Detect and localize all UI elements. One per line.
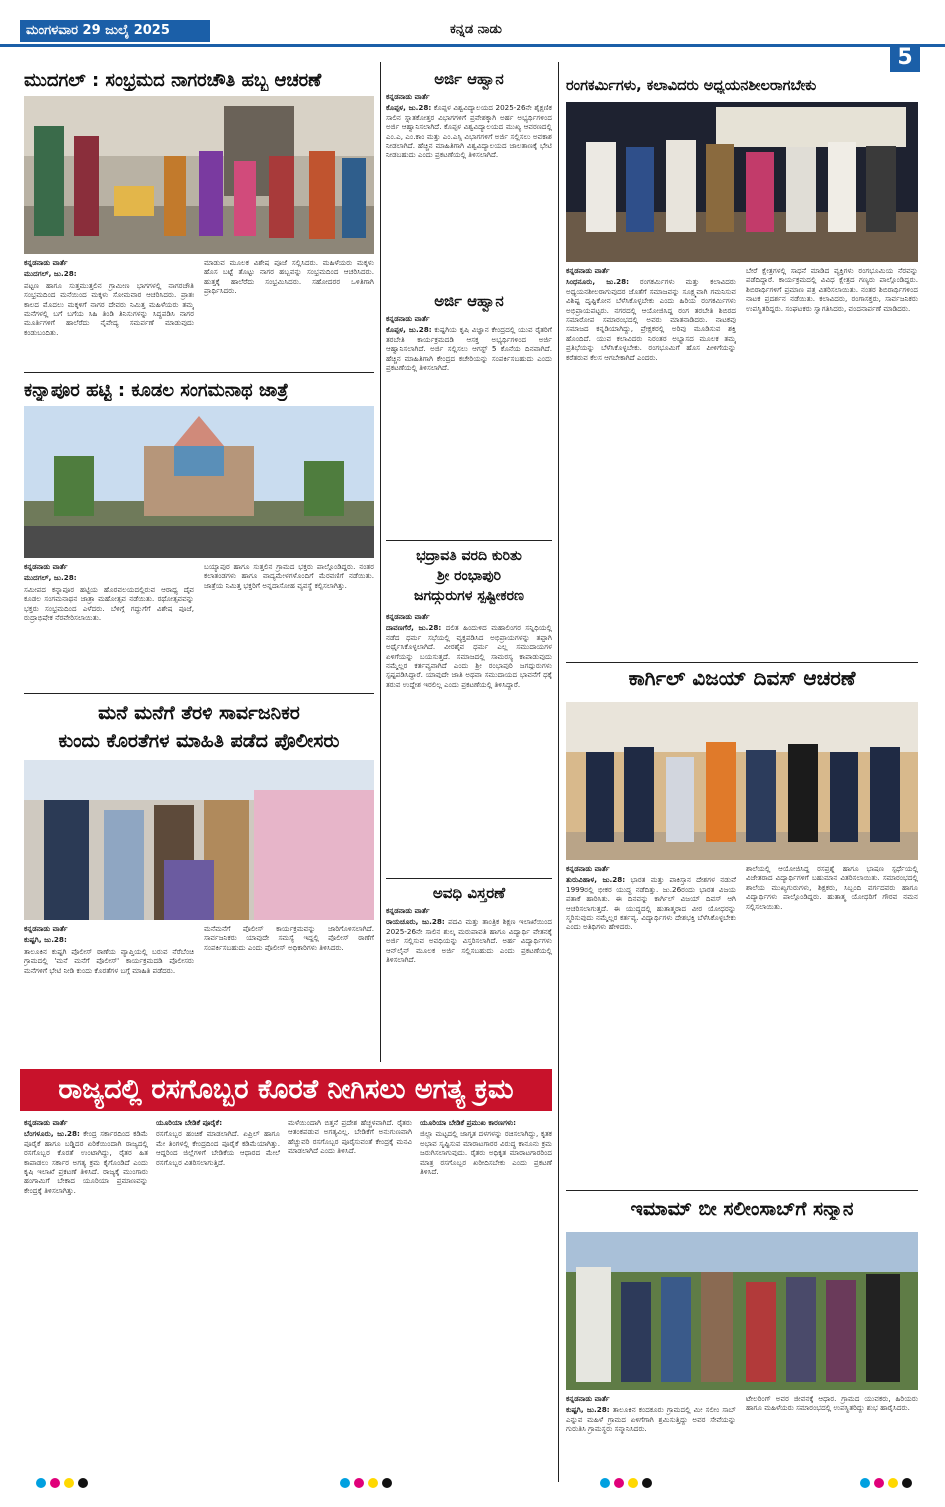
dateline: ಕನ್ನಡನಾಡು ವಾರ್ತೆ bbox=[386, 612, 430, 621]
body-text: ಜಿಲ್ಲಾ ಮಟ್ಟದಲ್ಲಿ ಜಾಗೃತ ದಳಗಳನ್ನು ರಚಿಸಲಾಗಿದ್ದು, ಕೃತಕ ಅಭಾವ ಸೃಷ್ಟಿಸುವ ಮಾರಾಟಗಾರರ ವಿರುದ್ಧ ಕಾನೂನು ಕ್ರಮ ಜರುಗಿಸಲಾಗುವುದು. ರೈತರು ಅಧಿಕೃತ ಮಾರಾಟಗಾರರಿಂದ ಮಾತ್ರ ರಸಗೊಬ್ಬರ ಖರೀದಿಸಬೇಕು ಎಂದು ಪ್ರಕಟಣೆ ತಿಳಿಸಿದೆ. bbox=[420, 1129, 552, 1177]
headline-arji-1: ಅರ್ಜಿ ಆಹ್ವಾನ bbox=[434, 70, 504, 88]
place-date: ಕುಷ್ಟಗಿ, ಜು.28: bbox=[566, 1405, 610, 1415]
kargil-col1 bbox=[566, 864, 736, 1186]
divider bbox=[566, 1190, 918, 1191]
place-date: ಕೊಪ್ಪಳ, ಜು.28: bbox=[386, 103, 432, 113]
body-text: ಮಳೆಯಿಂದಾಗಿ ಬಿತ್ತನೆ ಪ್ರದೇಶ ಹೆಚ್ಚಳವಾಗಿದೆ. ರೈತರು ಆತಂಕಪಡುವ ಅಗತ್ಯವಿಲ್ಲ. ಬೇಡಿಕೆಗೆ ಅನುಗುಣವಾಗಿ ಹೆಚ್ಚುವರಿ ರಸಗೊಬ್ಬರ ಪೂರೈಸುವಂತೆ ಕೇಂದ್ರಕ್ಕೆ ಮನವಿ ಮಾಡಲಾಗಿದೆ ಎಂದು ತಿಳಿಸಿದೆ. bbox=[288, 1118, 412, 1156]
headline-mudagal: ಮುದಗಲ್ : ಸಂಭ್ರಮದ ನಾಗರಚೌತಿ ಹಬ್ಬ ಆಚರಣೆ bbox=[24, 70, 322, 91]
headline-bhadravati-1: ಭದ್ರಾವತಿ ವರದಿ ಕುರಿತು bbox=[416, 548, 522, 564]
photo-ranga bbox=[566, 102, 918, 262]
dateline: ಕನ್ನಡನಾಡು ವಾರ್ತೆ bbox=[24, 562, 68, 571]
police-col2 bbox=[204, 924, 374, 1059]
headline-bhadravati-3: ಜಗದ್ಗುರುಗಳ ಸ್ಪಷ್ಟೀಕರಣ bbox=[414, 588, 524, 604]
headline-kannapura: ಕನ್ನಾಪೂರ ಹಟ್ಟಿ : ಕೂಡಲ ಸಂಗಮನಾಥ ಜಾತ್ರೆ bbox=[24, 380, 289, 401]
ranga-col2 bbox=[746, 266, 918, 658]
imam-col2 bbox=[746, 1394, 918, 1470]
ranga-col1 bbox=[566, 266, 736, 658]
bhadravati-body bbox=[386, 612, 552, 874]
body-text: ಮಾಡುವ ಮೂಲಕ ವಿಶೇಷ ಪೂಜೆ ಸಲ್ಲಿಸಿದರು. ಮಹಿಳೆಯರು ಮಕ್ಕಳು ಹೊಸ ಬಟ್ಟೆ ತೊಟ್ಟು ನಾಗರ ಹಬ್ಬವನ್ನು ಸಂಭ್ರಮದಿಂದ ಆಚರಿಸಿದರು. ಹುತ್ತಕ್ಕೆ ಹಾಲೆರೆದು ಸಂಭ್ರಮಿಸಿದರು. ಸಹೋದರರ ಒಳಿತಿಗಾಗಿ ಪ್ರಾರ್ಥಿಸಿದರು. bbox=[204, 258, 374, 296]
body-text: ಕೇಂದ್ರ ಸರ್ಕಾರದಿಂದ ಕಡಿಮೆ ಪೂರೈಕೆ ಹಾಗೂ ಬಡ್ಡಿದರ ಏರಿಕೆಯಿಂದಾಗಿ ರಾಜ್ಯದಲ್ಲಿ ರಸಗೊಬ್ಬರ ಕೊರತೆ ಉಂಟಾಗಿದ್ದು, ರೈತರ ಹಿತ ಕಾಪಾಡಲು ಸರ್ಕಾರ ಅಗತ್ಯ ಕ್ರಮ ಕೈಗೊಂಡಿದೆ ಎಂದು ಕೃಷಿ ಇಲಾಖೆ ಪ್ರಕಟಣೆ ತಿಳಿಸಿದೆ. ರಾಜ್ಯಕ್ಕೆ ಮುಂಗಾರು ಹಂಗಾಮಿಗೆ ಬೇಕಾದ ಯೂರಿಯಾ ಪ್ರಮಾಣವನ್ನು ಕೇಂದ್ರಕ್ಕೆ ತಿಳಿಸಲಾಗಿತ್ತು. bbox=[24, 1129, 148, 1195]
place-date: ರಾಯಚೂರು, ಜು.28: bbox=[386, 917, 445, 927]
column-rule bbox=[558, 62, 559, 1482]
headline-police-2: ಕುಂದು ಕೊರತೆಗಳ ಮಾಹಿತಿ ಪಡೆದ ಪೊಲೀಸರು bbox=[58, 730, 340, 752]
page-header bbox=[20, 20, 882, 42]
place-date: ಮುದಗಲ್, ಜು.28: bbox=[24, 269, 77, 279]
body-text: ದಲಿತ ಹಿಂದುಳಿದ ಮಹಾಲಿಂಗರ ಸನ್ನಿಧಿಯಲ್ಲಿ ನಡೆದ ಧರ್ಮ ಸಭೆಯಲ್ಲಿ ವ್ಯಕ್ತಪಡಿಸಿದ ಅಭಿಪ್ರಾಯಗಳನ್ನು ತಪ್ಪಾಗಿ ಅರ್ಥೈಸಿಕೊಳ್ಳಲಾಗಿದೆ. ವೀರಶೈವ ಧರ್ಮ ಎಲ್ಲ ಸಮುದಾಯಗಳ ಏಳಿಗೆಯನ್ನು ಬಯಸುತ್ತದೆ. ಸಮಾಜದಲ್ಲಿ ಸಾಮರಸ್ಯ ಕಾಪಾಡುವುದು ನಮ್ಮೆಲ್ಲರ ಕರ್ತವ್ಯವಾಗಿದೆ ಎಂದು ಶ್ರೀ ರಂಭಾಪುರಿ ಜಗದ್ಗುರುಗಳು ಸ್ಪಷ್ಟಪಡಿಸಿದ್ದಾರೆ. ಯಾವುದೇ ಜಾತಿ ಅಥವಾ ಸಮುದಾಯದ ಭಾವನೆಗೆ ಧಕ್ಕೆ ತರುವ ಉದ್ದೇಶ ಇರಲಿಲ್ಲ ಎಂದು ಪ್ರಕಟಣೆಯಲ್ಲಿ ತಿಳಿಸಿದ್ದಾರೆ. bbox=[386, 623, 552, 689]
subhead: ಯೂರಿಯಾ ಬೇಡಿಕೆ ಪ್ರಮುಖ ಕಾರಣಗಳು: bbox=[420, 1118, 517, 1127]
body-text: ಭಾರತ ಮತ್ತು ಪಾಕಿಸ್ತಾನ ದೇಶಗಳ ನಡುವೆ 1999ರಲ್ಲಿ ಭೀಕರ ಯುದ್ಧ ನಡೆದಿತ್ತು. ಜು.26ರಂದು ಭಾರತ ವಿಜಯ ಪತಾಕೆ ಹಾರಿಸಿತು. ಈ ದಿನವನ್ನು ಕಾರ್ಗಿಲ್ ವಿಜಯ್ ದಿವಸ್ ಆಗಿ ಆಚರಿಸಲಾಗುತ್ತದೆ. ಈ ಯುದ್ಧದಲ್ಲಿ ಹುತಾತ್ಮರಾದ ವೀರ ಯೋಧರನ್ನು ಸ್ಮರಿಸುವುದು ನಮ್ಮೆಲ್ಲರ ಕರ್ತವ್ಯ. ವಿದ್ಯಾರ್ಥಿಗಳು ದೇಶಭಕ್ತಿ ಬೆಳೆಸಿಕೊಳ್ಳಬೇಕು ಎಂದು ಅತಿಥಿಗಳು ಹೇಳಿದರು. bbox=[566, 875, 736, 932]
place-date: ಮುದಗಲ್, ಜು.28: bbox=[24, 573, 77, 583]
mudagal-col2 bbox=[204, 258, 374, 368]
rasagobbara-col1 bbox=[24, 1118, 148, 1470]
body-text: ತಾಲೂಕಿನ ಕಂದಕೂರು ಗ್ರಾಮದಲ್ಲಿ ಮೀ ಸಲೀಂ ಸಾಬ್ ಎನ್ನುವ ಮಹಿಳೆ ಗ್ರಾಮದ ಏಳಿಗೆಗಾಗಿ ಶ್ರಮಿಸುತ್ತಿದ್ದು ಅವರ ಸೇವೆಯನ್ನು ಗುರುತಿಸಿ ಗ್ರಾಮಸ್ಥರು ಸನ್ಮಾನಿಸಿದರು. bbox=[566, 1405, 736, 1434]
divider bbox=[24, 693, 374, 694]
dateline: ಕನ್ನಡನಾಡು ವಾರ್ತೆ bbox=[386, 92, 430, 101]
masthead: ಕನ್ನಡ ನಾಡು bbox=[450, 22, 502, 37]
dateline: ಕನ್ನಡನಾಡು ವಾರ್ತೆ bbox=[566, 864, 610, 873]
dateline: ಕನ್ನಡನಾಡು ವಾರ್ತೆ bbox=[566, 1394, 610, 1403]
photo-kargil bbox=[566, 702, 918, 860]
body-text: ಪದವಿ ಮತ್ತು ತಾಂತ್ರಿಕ ಶಿಕ್ಷಣ ಇಲಾಖೆಯಿಂದ 2025-26ನೇ ಸಾಲಿನ ಶುಲ್ಕ ಮರುಪಾವತಿ ಹಾಗೂ ವಿದ್ಯಾರ್ಥಿ ವೇತನಕ್ಕೆ ಅರ್ಜಿ ಸಲ್ಲಿಸುವ ಅವಧಿಯನ್ನು ವಿಸ್ತರಿಸಲಾಗಿದೆ. ಅರ್ಹ ವಿದ್ಯಾರ್ಥಿಗಳು ಆನ್‌ಲೈನ್ ಮೂಲಕ ಅರ್ಜಿ ಸಲ್ಲಿಸಬಹುದು ಎಂದು ಪ್ರಕಟಣೆಯಲ್ಲಿ ತಿಳಿಸಲಾಗಿದೆ. bbox=[386, 917, 552, 965]
dateline: ಕನ್ನಡನಾಡು ವಾರ್ತೆ bbox=[24, 258, 68, 267]
photo-imam bbox=[566, 1232, 918, 1390]
body-text: ಶಾಲೆಯಲ್ಲಿ ಆಯೋಜಿಸಿದ್ದ ರಸಪ್ರಶ್ನೆ ಹಾಗೂ ಭಾಷಣ ಸ್ಪರ್ಧೆಯಲ್ಲಿ ವಿಜೇತರಾದ ವಿದ್ಯಾರ್ಥಿಗಳಿಗೆ ಬಹುಮಾನ ವಿತರಿಸಲಾಯಿತು. ಸಮಾರಂಭದಲ್ಲಿ ಶಾಲೆಯ ಮುಖ್ಯಗುರುಗಳು, ಶಿಕ್ಷಕರು, ಸಿಬ್ಬಂದಿ ವರ್ಗದವರು ಹಾಗೂ ವಿದ್ಯಾರ್ಥಿಗಳು ಪಾಲ್ಗೊಂಡಿದ್ದರು. ಹುತಾತ್ಮ ಯೋಧರಿಗೆ ಗೌರವ ನಮನ ಸಲ್ಲಿಸಲಾಯಿತು. bbox=[746, 864, 918, 911]
headline-arji-2: ಅರ್ಜಿ ಆಹ್ವಾನ bbox=[434, 292, 504, 310]
registration-marks-right-1 bbox=[600, 1478, 652, 1492]
dateline: ಕನ್ನಡನಾಡು ವಾರ್ತೆ bbox=[386, 906, 430, 915]
place-date: ಬೆಂಗಳೂರು, ಜು.28: bbox=[24, 1129, 80, 1139]
place-date: ಕೊಪ್ಪಳ, ಜು.28: bbox=[386, 325, 432, 335]
rasagobbara-col4 bbox=[420, 1118, 552, 1470]
headline-imam: ಇಮಾಮ್ ಬೀ ಸಲೀಂಸಾಬ್‌ಗೆ ಸನ್ಮಾನ bbox=[630, 1198, 854, 1220]
date-label: ಮಂಗಳವಾರ 29 ಜುಲೈ 2025 bbox=[20, 20, 210, 42]
place-date: ತುರುವಿಹಾಳ, ಜು.28: bbox=[566, 875, 626, 885]
headline-ranga: ರಂಗಕರ್ಮಿಗಳು, ಕಲಾವಿದರು ಅಧ್ಯಯನಶೀಲರಾಗಬೇಕು bbox=[566, 78, 817, 94]
divider bbox=[566, 662, 918, 663]
arji2-body bbox=[386, 314, 552, 536]
body-text: ಟೇಲರಿಂಗ್ ಅವರ ಜೀವನಕ್ಕೆ ಆಧಾರ. ಗ್ರಾಮದ ಯುವಕರು, ಹಿರಿಯರು ಹಾಗೂ ಮಹಿಳೆಯರು ಸಮಾರಂಭದಲ್ಲಿ ಉಪಸ್ಥಿತರಿದ್ದು ಶುಭ ಹಾರೈಸಿದರು. bbox=[746, 1394, 918, 1413]
headline-bhadravati-2: ಶ್ರೀ ರಂಭಾಪುರಿ bbox=[436, 568, 502, 584]
photo-police bbox=[24, 760, 374, 920]
body-text: ರಂಗಕರ್ಮಿಗಳು ಮತ್ತು ಕಲಾವಿದರು ಅಧ್ಯಯನಶೀಲರಾಗುವುದರ ಜೊತೆಗೆ ಸಮಾಜವನ್ನು ಸೂಕ್ಷ್ಮವಾಗಿ ಗಮನಿಸುವ ವಿಶಿಷ್ಟ ದೃಷ್ಟಿಕೋನ ಬೆಳೆಸಿಕೊಳ್ಳಬೇಕು ಎಂದು ಹಿರಿಯ ರಂಗಕರ್ಮಿಗಳು ಅಭಿಪ್ರಾಯಪಟ್ಟರು. ನಗರದಲ್ಲಿ ಆಯೋಜಿಸಿದ್ದ ರಂಗ ತರಬೇತಿ ಶಿಬಿರದ ಸಮಾರೋಪ ಸಮಾರಂಭದಲ್ಲಿ ಅವರು ಮಾತನಾಡಿದರು. ನಾಟಕವು ಸಮಾಜದ ಕನ್ನಡಿಯಾಗಿದ್ದು, ಪ್ರೇಕ್ಷಕರಲ್ಲಿ ಅರಿವು ಮೂಡಿಸುವ ಶಕ್ತಿ ಹೊಂದಿದೆ. ಯುವ ಕಲಾವಿದರು ನಿರಂತರ ಅಭ್ಯಾಸದ ಮೂಲಕ ತಮ್ಮ ಪ್ರತಿಭೆಯನ್ನು ಬೆಳೆಸಿಕೊಳ್ಳಬೇಕು. ರಂಗಭೂಮಿಗೆ ಹೊಸ ಪೀಳಿಗೆಯನ್ನು ಕರೆತರುವ ಕೆಲಸ ಆಗಬೇಕಾಗಿದೆ ಎಂದರು. bbox=[566, 277, 736, 362]
place-date: ದಾವಣಗೆರೆ, ಜು.28: bbox=[386, 623, 442, 633]
headline-kargil: ಕಾರ್ಗಿಲ್ ವಿಜಯ್ ದಿವಸ್ ಆಚರಣೆ bbox=[628, 666, 856, 690]
rasagobbara-col3 bbox=[288, 1118, 412, 1470]
headline-police-1: ಮನೆ ಮನೆಗೆ ತೆರಳಿ ಸಾರ್ವಜನಿಕರ bbox=[98, 702, 300, 724]
mudagal-col1 bbox=[24, 258, 194, 368]
photo-temple bbox=[24, 406, 374, 558]
divider bbox=[386, 878, 552, 879]
body-text: ಬಯ್ಯಾಪುರ ಹಾಗೂ ಸುತ್ತಲಿನ ಗ್ರಾಮದ ಭಕ್ತರು ಪಾಲ್ಗೊಂಡಿದ್ದರು. ನಂತರ ಕಲಾತಂಡಗಳು ಹಾಗೂ ವಾದ್ಯಮೇಳಗಳೊಂದಿಗೆ ಮೆರವಣಿಗೆ ನಡೆಯಿತು. ಜಾತ್ರೆಯ ನಿಮಿತ್ತ ಭಕ್ತರಿಗೆ ಅನ್ನದಾಸೋಹ ವ್ಯವಸ್ಥೆ ಕಲ್ಪಿಸಲಾಗಿತ್ತು. bbox=[204, 562, 374, 590]
registration-marks-right-2 bbox=[860, 1478, 912, 1492]
dateline: ಕನ್ನಡನಾಡು ವಾರ್ತೆ bbox=[566, 266, 610, 275]
dateline: ಕನ್ನಡನಾಡು ವಾರ್ತೆ bbox=[386, 314, 430, 323]
photo-nagara-chauti bbox=[24, 96, 374, 254]
column-rule bbox=[380, 62, 381, 1062]
body-text: ಬೇರೆ ಕ್ಷೇತ್ರಗಳಲ್ಲಿ ಸಾಧನೆ ಮಾಡಿದ ವ್ಯಕ್ತಿಗಳು ರಂಗಭೂಮಿಯ ನೆರವನ್ನು ಪಡೆದಿದ್ದಾರೆ. ಕಾರ್ಯಕ್ರಮದಲ್ಲಿ ವಿವಿಧ ಕ್ಷೇತ್ರದ ಗಣ್ಯರು ಪಾಲ್ಗೊಂಡಿದ್ದರು. ಶಿಬಿರಾರ್ಥಿಗಳಿಗೆ ಪ್ರಮಾಣ ಪತ್ರ ವಿತರಿಸಲಾಯಿತು. ನಂತರ ಶಿಬಿರಾರ್ಥಿಗಳಿಂದ ನಾಟಕ ಪ್ರದರ್ಶನ ನಡೆಯಿತು. ಕಲಾವಿದರು, ರಂಗಾಸಕ್ತರು, ಸಾರ್ವಜನಿಕರು ಉಪಸ್ಥಿತರಿದ್ದರು. ಸಂಘಟಕರು ಸ್ವಾಗತಿಸಿದರು, ವಂದನಾರ್ಪಣೆ ಮಾಡಿದರು. bbox=[746, 266, 918, 313]
dateline: ಕನ್ನಡನಾಡು ವಾರ್ತೆ bbox=[24, 924, 68, 933]
rasagobbara-col2 bbox=[156, 1118, 280, 1470]
dateline: ಕನ್ನಡನಾಡು ವಾರ್ತೆ bbox=[24, 1118, 68, 1127]
body-text: ಪಟ್ಟಣ ಹಾಗೂ ಸುತ್ತಮುತ್ತಲಿನ ಗ್ರಾಮೀಣ ಭಾಗಗಳಲ್ಲಿ ನಾಗರಚೌತಿ ಸಂಭ್ರಮದಿಂದ ಮನೆಯಿಂದ ಮಕ್ಕಳು ಸೋಮವಾರ ಆಚರಿಸಿದರು. ಪ್ರಾತಃ ಕಾಲದ ಮೊದಲು ಮಕ್ಕಳಿಗೆ ನಾಗರ ದೇವರು ನಿಮಿತ್ತ ಮಹಿಳೆಯರು ತಮ್ಮ ಮನೆಗಳಲ್ಲಿ ಬಗೆ ಬಗೆಯ ಸಿಹಿ ತಿಂಡಿ ತಿನಿಸುಗಳನ್ನು ಸಿದ್ಧಪಡಿಸಿ ನಾಗರ ಮೂರ್ತಿಗಳಿಗೆ ಹಾಲೆರೆದು ನೈವೇದ್ಯ ಸಮರ್ಪಣೆ ಮಾಡುವುದು ಕಂಡುಬಂದಿತು. bbox=[24, 280, 194, 337]
page-number: 5 bbox=[890, 44, 920, 72]
registration-marks-center bbox=[340, 1478, 392, 1492]
avadhi-body bbox=[386, 906, 552, 1058]
kargil-col2 bbox=[746, 864, 918, 1186]
header-rule bbox=[0, 44, 945, 47]
body-text: ಕೊಪ್ಪಳ ವಿಶ್ವವಿದ್ಯಾಲಯದ 2025-26ನೇ ಶೈಕ್ಷಣಿಕ ಸಾಲಿನ ಸ್ನಾತಕೋತ್ತರ ವಿಭಾಗಗಳಿಗೆ ಪ್ರವೇಶಕ್ಕಾಗಿ ಅರ್ಹ ಅಭ್ಯರ್ಥಿಗಳಿಂದ ಅರ್ಜಿ ಆಹ್ವಾನಿಸಲಾಗಿದೆ. ಕೊಪ್ಪಳ ವಿಶ್ವವಿದ್ಯಾಲಯದ ಮುಖ್ಯ ಆವರಣದಲ್ಲಿ ಎಂ.ಎ, ಎಂ.ಕಾಂ ಮತ್ತು ಎಂ.ಎಸ್ಸಿ ವಿಭಾಗಗಳಿಗೆ ಅರ್ಜಿ ಸಲ್ಲಿಸಲು ಅವಕಾಶ ನೀಡಲಾಗಿದೆ. ಹೆಚ್ಚಿನ ಮಾಹಿತಿಗಾಗಿ ವಿಶ್ವವಿದ್ಯಾಲಯದ ಜಾಲತಾಣಕ್ಕೆ ಭೇಟಿ ನೀಡಬಹುದು ಎಂದು ಪ್ರಕಟಣೆಯಲ್ಲಿ ತಿಳಿಸಲಾಗಿದೆ. bbox=[386, 103, 552, 160]
imam-col1 bbox=[566, 1394, 736, 1470]
divider bbox=[24, 372, 374, 373]
subhead: ಯೂರಿಯಾ ಬೇಡಿಕೆ ಪೂರೈಕೆ: bbox=[156, 1118, 223, 1127]
body-text: ತಾಲೂಕಿನ ಕುಷ್ಟಗಿ ಪೊಲೀಸ್ ಠಾಣೆಯ ವ್ಯಾಪ್ತಿಯಲ್ಲಿ ಬರುವ ನೆರೆಬೆಂಚಿ ಗ್ರಾಮದಲ್ಲಿ 'ಮನೆ ಮನೆಗೆ ಪೊಲೀಸ್' ಕಾರ್ಯಕ್ರಮದಡಿ ಪೊಲೀಸರು ಮನೆಗಳಿಗೆ ಭೇಟಿ ನೀಡಿ ಕುಂದು ಕೊರತೆಗಳ ಬಗ್ಗೆ ಮಾಹಿತಿ ಪಡೆದರು. bbox=[24, 946, 194, 975]
kannapura-col2 bbox=[204, 562, 374, 690]
kannapura-col1 bbox=[24, 562, 194, 690]
place-date: ಸಿಂಧನೂರು, ಜು.28: bbox=[566, 277, 629, 287]
place-date: ಕುಷ್ಟಗಿ, ಜು.28: bbox=[24, 935, 67, 945]
police-col1 bbox=[24, 924, 194, 1059]
body-text: ಕುಷ್ಟಗಿಯ ಕೃಷಿ ವಿಜ್ಞಾನ ಕೇಂದ್ರದಲ್ಲಿ ಯುವ ರೈತರಿಗೆ ತರಬೇತಿ ಕಾರ್ಯಕ್ರಮದಡಿ ಆಸಕ್ತ ಅಭ್ಯರ್ಥಿಗಳಿಂದ ಅರ್ಜಿ ಆಹ್ವಾನಿಸಲಾಗಿದೆ. ಅರ್ಜಿ ಸಲ್ಲಿಸಲು ಆಗಸ್ಟ್ 5 ಕೊನೆಯ ದಿನವಾಗಿದೆ. ಹೆಚ್ಚಿನ ಮಾಹಿತಿಗಾಗಿ ಕೇಂದ್ರದ ಕಚೇರಿಯನ್ನು ಸಂಪರ್ಕಿಸಬಹುದು ಎಂದು ಪ್ರಕಟಣೆಯಲ್ಲಿ ತಿಳಿಸಲಾಗಿದೆ. bbox=[386, 325, 552, 373]
body-text: ರಸಗೊಬ್ಬರ ಹಂಚಿಕೆ ಮಾಡಲಾಗಿದೆ. ಏಪ್ರಿಲ್ ಹಾಗೂ ಮೇ ತಿಂಗಳಲ್ಲಿ ಕೇಂದ್ರದಿಂದ ಪೂರೈಕೆ ಕಡಿಮೆಯಾಗಿತ್ತು. ಆದ್ದರಿಂದ ಜಿಲ್ಲೆಗಳಿಗೆ ಬೇಡಿಕೆಯ ಆಧಾರದ ಮೇಲೆ ರಸಗೊಬ್ಬರ ವಿತರಿಸಲಾಗುತ್ತಿದೆ. bbox=[156, 1129, 280, 1167]
registration-marks-left bbox=[36, 1478, 88, 1492]
arji1-body bbox=[386, 92, 552, 304]
body-text: ಸಮೀಪದ ಕನ್ನಾಪೂರ ಹಟ್ಟಿಯ ಹೊರವಲಯದಲ್ಲಿರುವ ಆರಾಧ್ಯ ದೈವ ಕೂಡಲ ಸಂಗಮನಾಥನ ಜಾತ್ರಾ ಮಹೋತ್ಸವ ನಡೆಯಿತು. ರಥೋತ್ಸವವನ್ನು ಭಕ್ತರು ಸಂಭ್ರಮದಿಂದ ಎಳೆದರು. ಬೆಳಿಗ್ಗೆ ಗದ್ದುಗೆಗೆ ವಿಶೇಷ ಪೂಜೆ, ರುದ್ರಾಭಿಷೇಕ ನೆರವೇರಿಸಲಾಯಿತು. bbox=[24, 584, 194, 623]
body-text: ಮನೆಮನೆಗೆ ಪೊಲೀಸ್ ಕಾರ್ಯಕ್ರಮವನ್ನು ಜಾರಿಗೊಳಿಸಲಾಗಿದೆ. ಸಾರ್ವಜನಿಕರು ಯಾವುದೇ ಸಮಸ್ಯೆ ಇದ್ದಲ್ಲಿ ಪೊಲೀಸ್ ಠಾಣೆಗೆ ಸಂಪರ್ಕಿಸಬಹುದು ಎಂದು ಪೊಲೀಸ್ ಅಧಿಕಾರಿಗಳು ತಿಳಿಸಿದರು. bbox=[204, 924, 374, 952]
divider bbox=[386, 540, 552, 541]
headline-rasagobbara-banner: ರಾಜ್ಯದಲ್ಲಿ ರಸಗೊಬ್ಬರ ಕೊರತೆ ನೀಗಿಸಲು ಅಗತ್ಯ ಕ್ರಮ bbox=[20, 1069, 552, 1111]
headline-avadhi: ಅವಧಿ ವಿಸ್ತರಣೆ bbox=[432, 884, 506, 902]
